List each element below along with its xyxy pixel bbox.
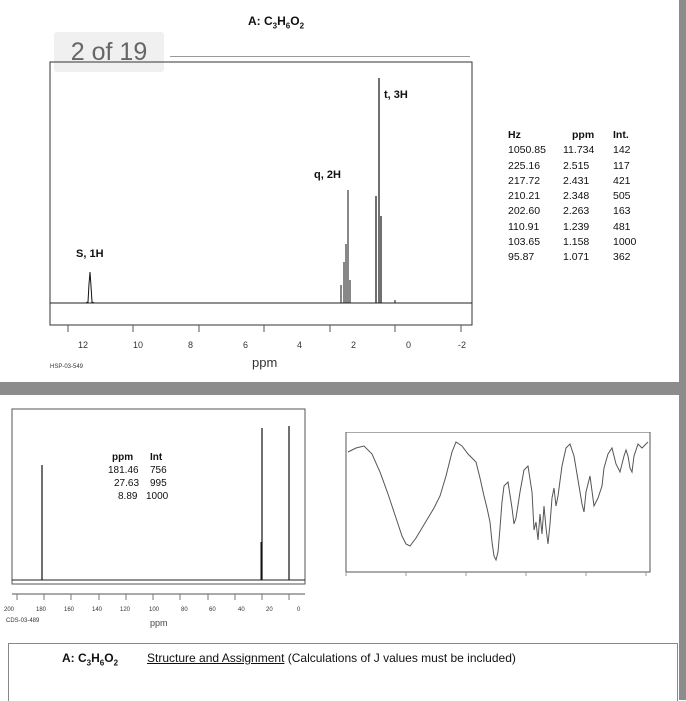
table-header: ppm Int [112,452,163,463]
peak-label-singlet: S, 1H [76,248,104,260]
h-nmr-peak-triplet [376,78,381,303]
section-divider [0,382,686,395]
assignment-link[interactable]: Structure and Assignment [147,651,285,665]
ir-spectrum [330,432,660,592]
tick-0: 0 [406,340,412,350]
tick-6: 6 [243,340,249,350]
peak-label-quartet: q, 2H [314,169,341,181]
tick-12: 12 [78,340,89,350]
page-counter: 2 of 19 [54,32,164,72]
table-header: Hz ppm Int. [508,129,629,141]
c-tick-180: 180 [36,607,47,613]
h-nmr-axis-label: ppm [252,355,278,370]
c-tick-100: 100 [149,607,160,613]
c-nmr-code: CDS-03-489 [6,618,40,624]
table-row: 1050.85 11.734 142 [508,144,631,157]
c-tick-200: 200 [4,607,15,613]
table-row: 210.21 2.348 505 [508,190,631,203]
tick-2: 2 [351,340,357,350]
table-row: 110.91 1.239 481 [508,220,631,233]
c-tick-20: 20 [266,607,273,613]
c-tick-120: 120 [120,607,131,613]
h-nmr-title: A: $C_3H_6O_2$ [248,14,305,31]
ir-axis-ticks [346,572,646,576]
peak-label-triplet: t, 3H [384,89,408,101]
assignment-formula: A: $C_3H_6O_2$ [62,651,119,668]
c-tick-60: 60 [209,607,216,613]
h-nmr-axis-ticks [68,325,461,332]
c-nmr-peak-table [108,451,188,503]
table-row: 225.16 2.515 117 [508,159,630,172]
table-row: 181.46 756 [108,465,167,476]
c-nmr-axis-label: ppm [150,618,168,628]
table-row: 8.89 1000 [118,491,169,502]
table-row: 217.72 2.431 421 [508,174,631,187]
table-row: 27.63 995 [114,478,167,489]
assignment-instructions: Structure and Assignment (Calculations of J values must be included) [147,651,516,665]
table-row: 95.87 1.071 362 [508,251,631,264]
table-row: 202.60 2.263 163 [508,205,631,218]
tick-10: 10 [133,340,144,350]
c-tick-0: 0 [297,607,301,613]
tick-4: 4 [297,340,303,350]
ir-trace [348,442,648,560]
c-tick-140: 140 [92,607,103,613]
c-tick-80: 80 [181,607,188,613]
c-tick-40: 40 [238,607,245,613]
h-nmr-code: HSP-03-549 [50,364,84,370]
table-row: 103.65 1.158 1000 [508,236,637,249]
h-nmr-peak-quartet [341,190,350,303]
tick-8: 8 [188,340,194,350]
h-nmr-peak-table [508,128,648,266]
h-nmr-peak-singlet [86,272,94,303]
h-nmr-frame [50,62,472,325]
tick-neg2: -2 [458,340,467,350]
c-tick-160: 160 [64,607,75,613]
c-nmr-axis-ticks [17,594,289,600]
